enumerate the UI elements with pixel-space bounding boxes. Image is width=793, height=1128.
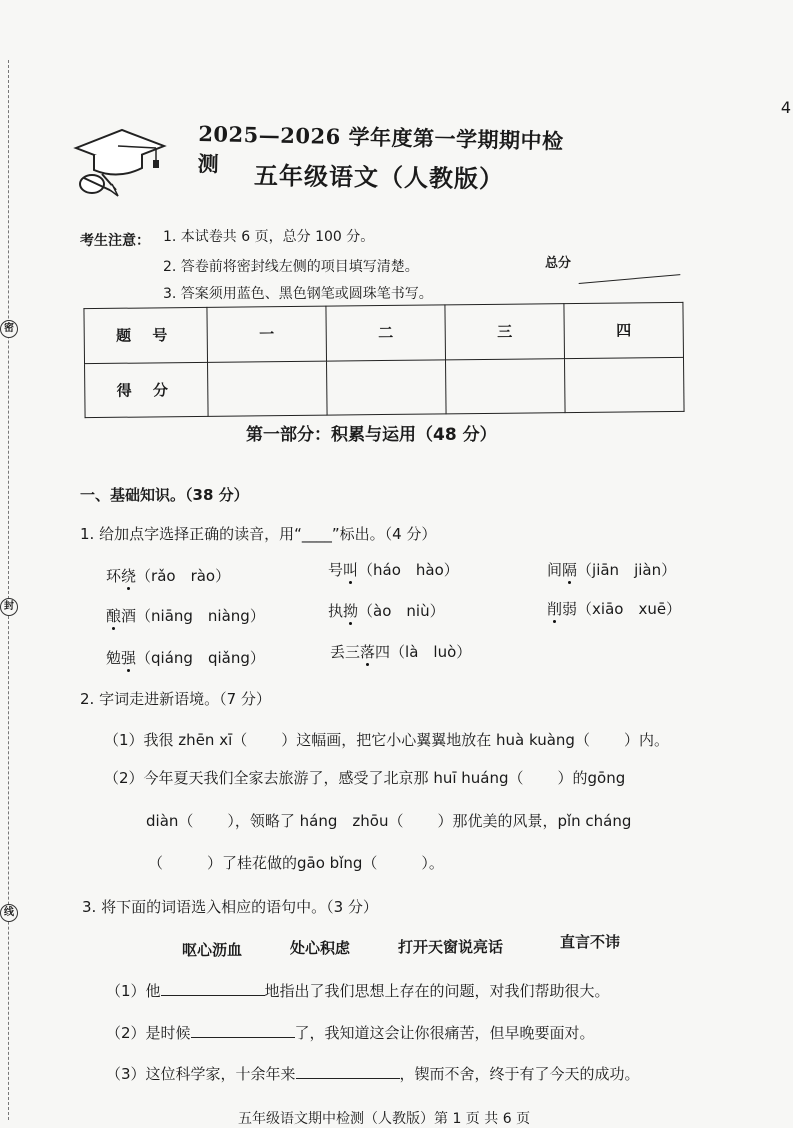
score-table-row-label: 得 分 — [85, 362, 209, 418]
question-2-line-2: （2）今年夏天我们全家去旅游了，感受了北京那 huī huáng（ ）的gōng — [104, 769, 626, 787]
binding-mark-feng: 封 — [0, 598, 18, 616]
score-table — [83, 302, 684, 418]
question-3-sentence-3: （3）这位科学家，十余年来 ，锲而不舍，终于有了今天的成功。 — [106, 1062, 640, 1084]
page-corner-number: 4 — [780, 98, 791, 117]
question-3-sentence-2: （2）是时候 了，我知道这会让你很痛苦，但早晚要面对。 — [106, 1021, 595, 1043]
pinyin-item-8[interactable]: 丢三落四（là luò） — [330, 643, 472, 661]
pinyin-item-6[interactable]: 削弱（xiāo xuē） — [547, 600, 682, 618]
question-2-line-1: （1）我很 zhēn xī（ ）这幅画，把它小心翼翼地放在 huà kuàng（ ）内。 — [104, 731, 669, 749]
pinyin-item-1[interactable]: 环绕（rǎo rào） — [106, 567, 231, 585]
question-2-stem: 2. 字词走进新语境。（7 分） — [80, 690, 271, 708]
pinyin-item-2[interactable]: 号叫（háo hào） — [328, 561, 459, 579]
score-col-3: 三 — [445, 304, 565, 360]
part-one-title: 第一部分：积累与运用（48 分） — [246, 425, 497, 445]
fill-blank[interactable] — [191, 1021, 295, 1038]
fill-blank[interactable] — [296, 1062, 400, 1079]
fill-blank[interactable] — [161, 979, 265, 996]
exam-subtitle: 五年级语文（人教版） — [253, 160, 505, 194]
binding-dashed-line — [8, 60, 9, 1120]
word-option-3: 打开天窗说亮话 — [398, 938, 504, 956]
score-cell-4[interactable] — [564, 357, 684, 413]
word-option-2: 处心积虑 — [290, 939, 351, 957]
notice-label: 考生注意： — [80, 233, 150, 249]
question-2-line-3: diàn（ ），领略了 háng zhōu（ ）那优美的风景，pǐn cháng — [146, 812, 632, 830]
pinyin-item-5[interactable]: 执拗（ào niù） — [328, 602, 445, 620]
section-one-title: 一、基础知识。（38 分） — [80, 486, 249, 504]
binding-mark-mi: 密 — [0, 320, 18, 338]
graduation-cap-icon — [72, 126, 168, 198]
pinyin-item-7[interactable]: 勉强（qiáng qiǎng） — [106, 649, 265, 667]
score-col-2: 二 — [326, 305, 446, 361]
word-option-4: 直言不讳 — [560, 933, 621, 951]
total-score-blank[interactable] — [577, 258, 680, 284]
notice-item-1: 1. 本试卷共 6 页，总分 100 分。 — [163, 229, 375, 245]
question-3-stem: 3. 将下面的词语选入相应的语句中。（3 分） — [82, 898, 378, 916]
score-cell-1[interactable] — [208, 361, 328, 417]
score-cell-3[interactable] — [445, 358, 565, 414]
question-2-line-4: （ ）了桂花做的gāo bǐng（ ）。 — [148, 854, 444, 872]
score-cell-2[interactable] — [327, 359, 447, 415]
pinyin-item-4[interactable]: 酿酒（niāng niàng） — [106, 607, 265, 625]
score-col-4: 四 — [564, 302, 684, 358]
pinyin-item-3[interactable]: 间隔（jiān jiàn） — [547, 561, 677, 579]
word-option-1: 呕心沥血 — [182, 941, 243, 959]
notice-item-3: 3. 答案须用蓝色、黑色钢笔或圆珠笔书写。 — [163, 286, 433, 302]
score-table-header-label: 题 号 — [84, 307, 208, 363]
exam-title: 2025—2026 学年度第一学期期中检测 — [197, 121, 564, 177]
notice-item-2: 2. 答卷前将密封线左侧的项目填写清楚。 — [163, 259, 419, 275]
page-footer: 五年级语文期中检测（人教版）第 1 页 共 6 页 — [238, 1111, 531, 1127]
question-1-stem: 1. 给加点字选择正确的读音，用“____”标出。（4 分） — [80, 525, 437, 543]
score-col-1: 一 — [207, 306, 327, 362]
binding-mark-xian: 线 — [0, 904, 18, 922]
question-3-sentence-1: （1）他 地指出了我们思想上存在的问题，对我们帮助很大。 — [106, 979, 610, 1001]
total-score-label: 总分 — [545, 256, 572, 271]
